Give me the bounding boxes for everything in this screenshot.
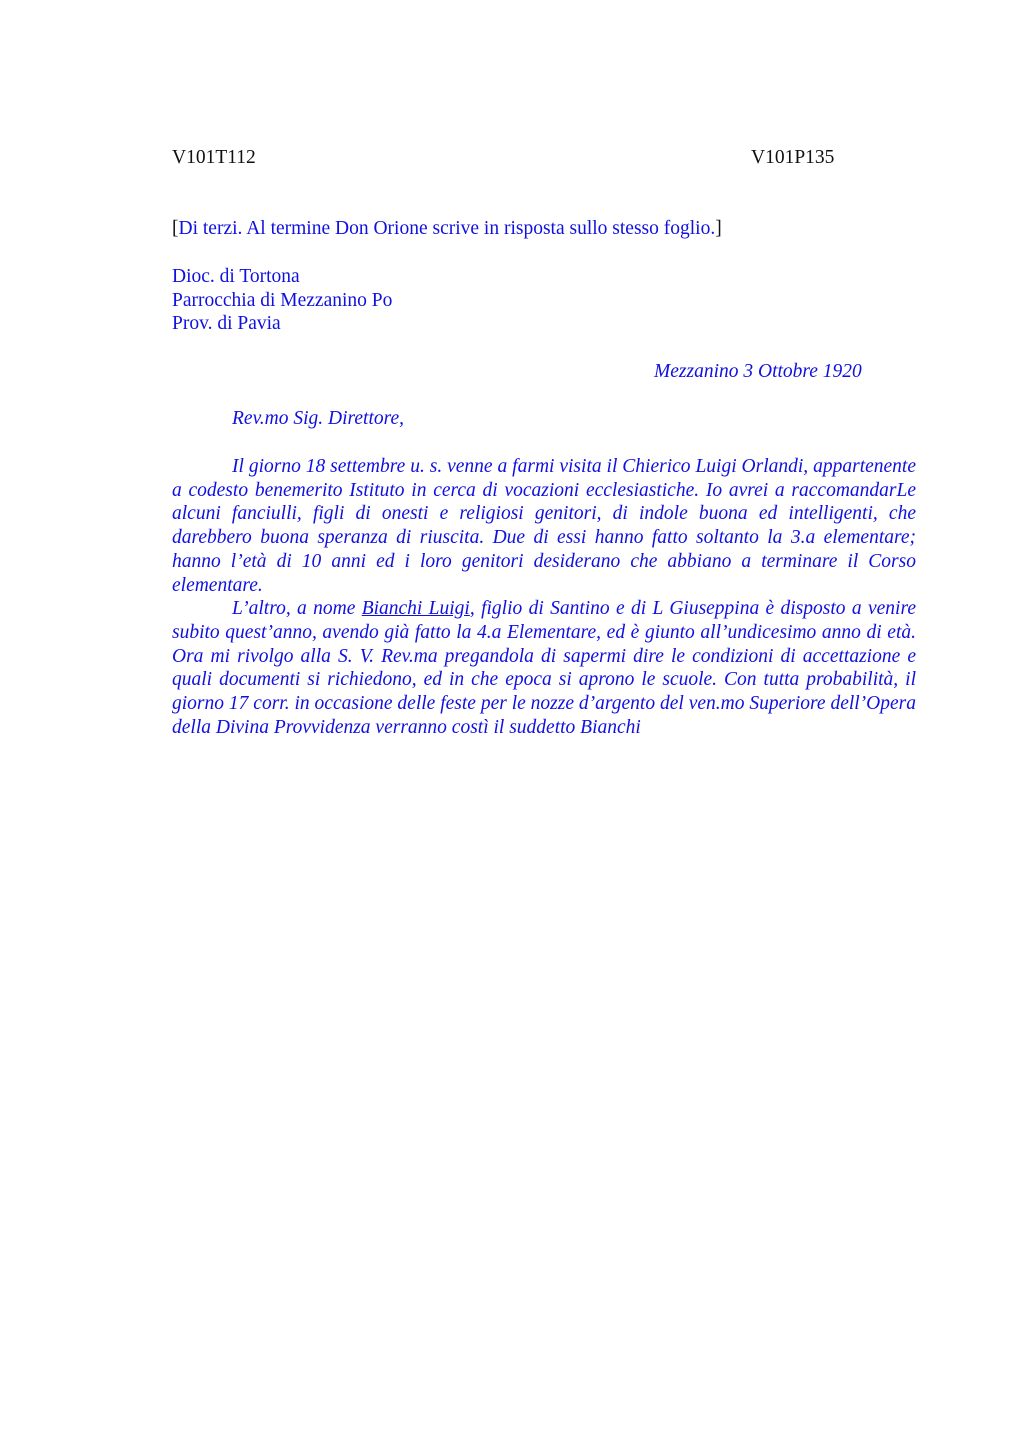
paragraph-1: Il giorno 18 settembre u. s. venne a farmi visita il Chierico Luigi Orlandi, appartenente a codesto benemerito Istituto in cerca di vocazioni ecclesiastiche. Io avrei a raccomandarLe alcuni fanciulli, figli di onesti e religiosi genitori, di indole buona ed intelligenti, che darebbero buona speranza di riuscita. Due di essi hanno fatto soltanto la 3.a elementare; hanno l’età di 10 anni ed i loro genitori desiderano che abbiano a terminare il Corso elementare.	[172, 456, 916, 596]
salutation: Rev.mo Sig. Direttore,	[232, 408, 405, 429]
editor-note-text: Di terzi. Al termine Don Orione scrive in risposta sullo stesso foglio.	[178, 218, 716, 239]
paragraph-2-start: L’altro, a nome	[232, 598, 362, 620]
close-bracket: ]	[715, 218, 722, 239]
reference-code-left: V101T112	[172, 147, 256, 168]
letter-body	[172, 455, 916, 739]
header-parish: Parrocchia di Mezzanino Po	[172, 289, 393, 311]
header-diocese: Dioc. di Tortona	[172, 266, 300, 287]
open-bracket: [	[172, 218, 179, 239]
paragraph-2	[172, 597, 916, 739]
editor-note	[172, 217, 932, 241]
header-province: Prov. di Pavia	[172, 313, 281, 335]
reference-code-right: V101P135	[751, 147, 835, 168]
place-and-date: Mezzanino 3 Ottobre 1920	[654, 361, 862, 382]
letter-header	[172, 265, 672, 336]
paragraph-2-rest: , figlio di Santino e di L Giuseppina è disposto a venire subito quest’anno, avendo già fatto la 4.a Elementare, ed è giunto all’undicesimo anno di età. Ora mi rivolgo alla S. V. Rev.ma pregandola di sapermi dire le condizioni di accettazione e quali documenti si richiedono, ed in che epoca si aprono le scuole. Con tutta probabilità, il giorno 17 corr. in occasione delle feste per le nozze d’argento del ven.mo Superiore dell’Opera della Divina Provvidenza verranno costì il suddetto Bianchi	[172, 598, 916, 738]
underlined-name: Bianchi Luigi	[361, 598, 470, 620]
